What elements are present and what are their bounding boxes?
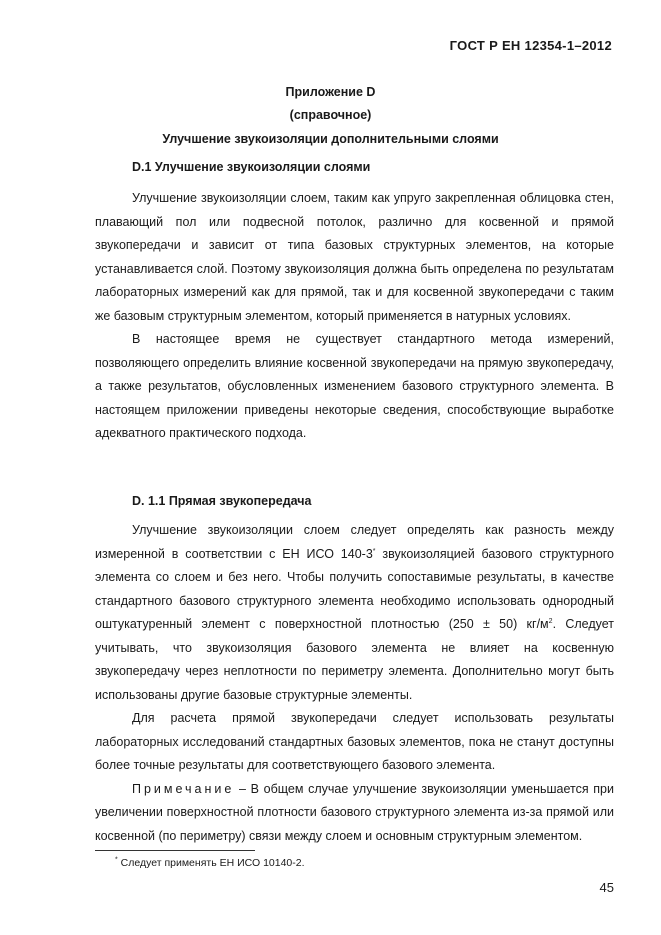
section-d1-body xyxy=(95,187,614,446)
section-heading-d1: D.1 Улучшение звукоизоляции слоями xyxy=(132,160,371,174)
note-text: – В общем случае улучшение звукоизоляции уменьшается при увеличении поверхностной плотности базового структурного элемента из-за прямой или косвенной (по периметру) связи между слоем и основным структурным элементом. xyxy=(95,781,614,843)
footnote-text: Следует применять ЕН ИСО 10140-2. xyxy=(117,857,305,869)
paragraph: Улучшение звукоизоляции слоем следует определять как разность между измеренной в соответствии с ЕН ИСО 140-3* звукоизоляцией базового структурного элемента со слоем и без него. Чтобы получить сопоставимые результаты, в качестве стандартного базового структурного элемента необходимо использовать однородный оштукатуренный элемент с поверхностной плотностью (250 ± 50) $кг/м^2$. Следует учитывать, что звукоизоляция базового элемента не влияет на косвенную звукопередачу через неплотности по периметру элемента. Дополнительно могут быть использованы другие базовые структурные элементы. xyxy=(95,523,615,702)
footnote-separator xyxy=(95,850,255,851)
paragraph: Для расчета прямой звукопередачи следует использовать результаты лабораторных исследований стандартных базовых элементов, пока не станут доступны более точные результаты для соответствующего базового элемента. xyxy=(95,711,614,772)
footnote-marker: * xyxy=(115,856,118,864)
standard-code-header: ГОСТ Р ЕН 12354-1–2012 xyxy=(449,38,612,53)
appendix-title: Улучшение звукоизоляции дополнительными слоями xyxy=(162,132,499,146)
appendix-status: (справочное) xyxy=(289,108,372,122)
note-label: Примечание xyxy=(132,781,235,796)
note-paragraph xyxy=(95,778,614,849)
paragraph: В настоящее время не существует стандартного метода измерений, позволяющего определить влияние косвенной звукопередачи на прямую звукопередачу, а также результатов, обусловленных изменением базового структурного элемента. В настоящем приложении приведены некоторые сведения, способствующие выработке адекватного практического подхода. xyxy=(95,332,614,440)
page-number: 45 xyxy=(599,880,614,895)
unit-exponent: 2 xyxy=(548,617,553,625)
footnote xyxy=(115,857,305,869)
section-d11-body xyxy=(95,519,614,848)
section-heading-d11: D. 1.1 Прямая звукопередача xyxy=(132,494,312,508)
paragraph: Улучшение звукоизоляции слоем, таким как упруго закрепленная облицовка стен, плавающий пол или подвесной потолок, различно для косвенной и прямой звукопередачи и зависит от типа базовых структурных элементов, на которые устанавливается слой. Поэтому звукоизоляция должна быть определена по результатам лабораторных измерений как для прямой, так и для косвенной звукопередачи с таким же базовым структурным элементом, который применяется в натурных условиях. xyxy=(95,191,614,323)
appendix-label: Приложение D xyxy=(285,85,376,99)
footnote-reference: * xyxy=(372,547,376,555)
